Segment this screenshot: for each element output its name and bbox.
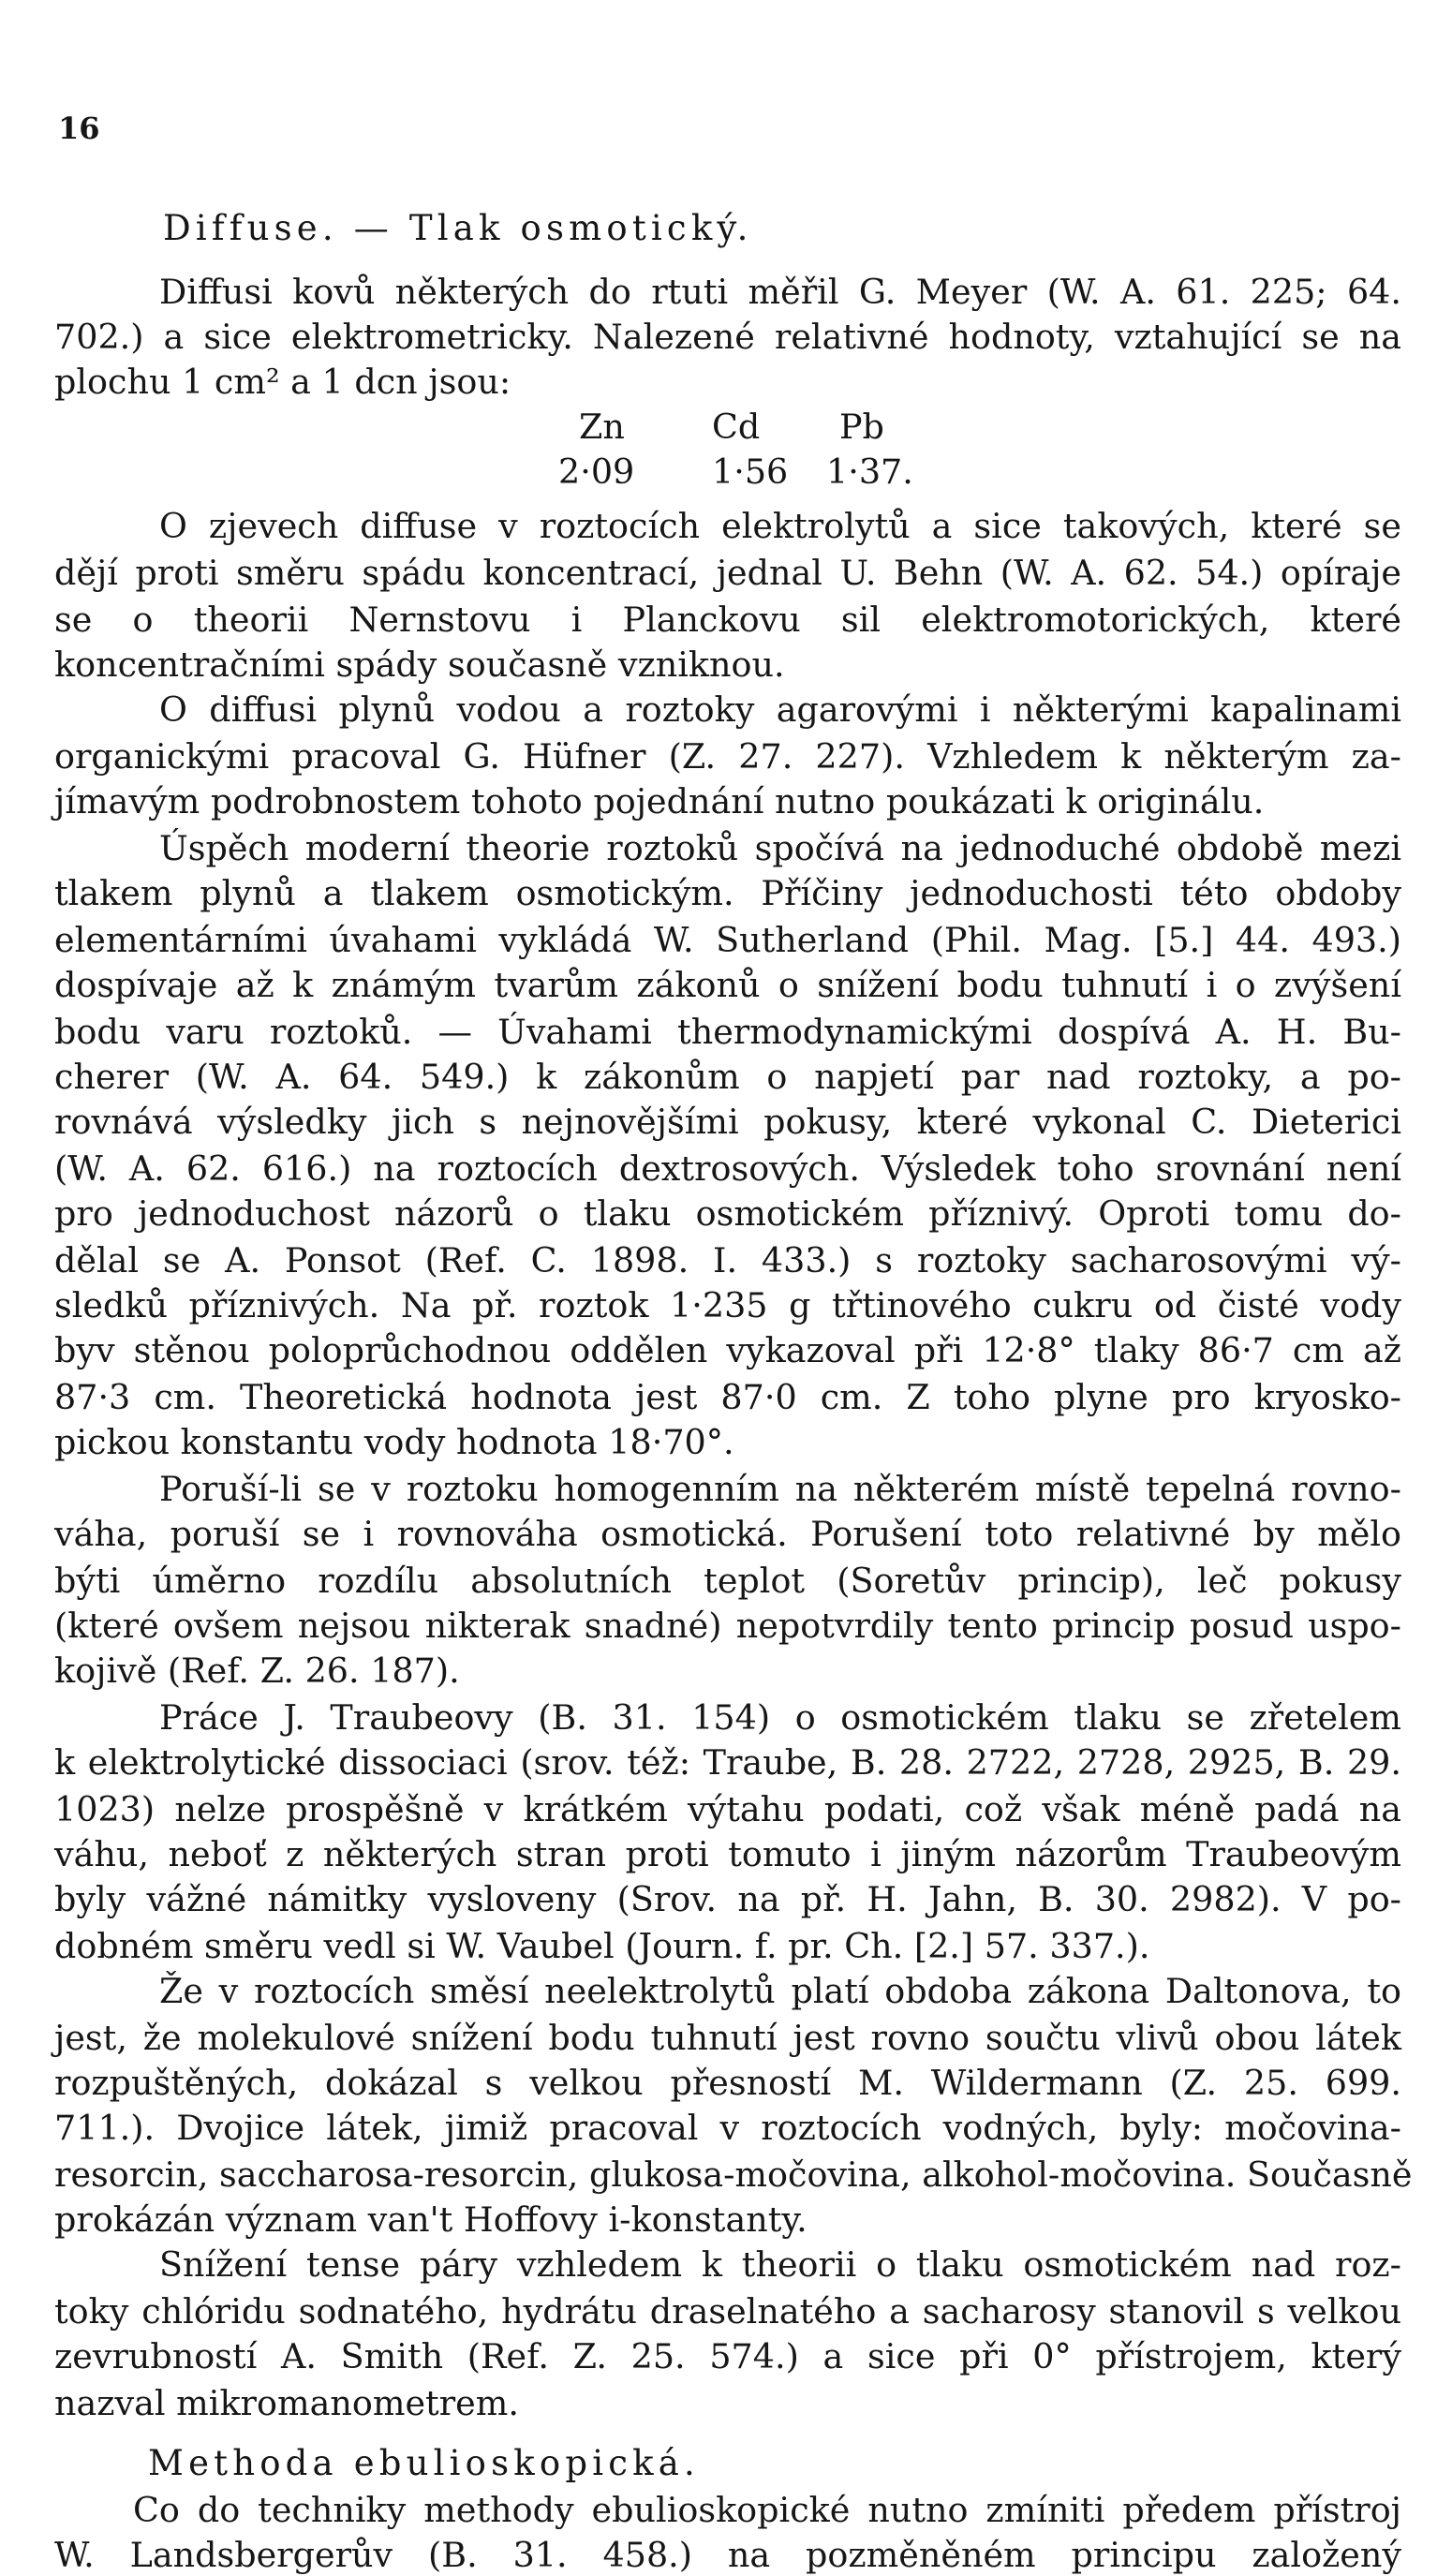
- text-line: O zjevech diffuse v roztocích elektrolytů a sice takových, které se: [159, 506, 1401, 546]
- text-line: pickou konstantu vody hodnota 18·70°.: [54, 1422, 734, 1462]
- text-line: cherer (W. A. 64. 549.) k zákonům o napjetí par nad roztoky, a po-: [54, 1057, 1401, 1097]
- text-line: Práce J. Traubeovy (B. 31. 154) o osmotickém tlaku se zřetelem: [159, 1697, 1401, 1738]
- text-line: Poruší-li se v roztoku homogenním na některém místě tepelná rovno-: [159, 1469, 1401, 1509]
- text-line: Že v roztocích směsí neelektrolytů platí obdoba zákona Daltonova, to: [159, 1971, 1401, 2011]
- text-line: byv stěnou poloprůchodnou oddělen vykazoval při 12·8° tlaky 86·7 cm až: [54, 1330, 1401, 1370]
- text-line: (které ovšem nejsou nikterak snadné) nepotvrdily tento princip posud uspo-: [54, 1606, 1401, 1646]
- text-line: se o theorii Nernstovu i Planckovu sil elektromotorických, které: [54, 600, 1401, 640]
- page-number: 16: [58, 111, 100, 146]
- text-line: nazval mikromanometrem.: [54, 2383, 519, 2423]
- text-line: elementárními úvahami vykládá W. Sutherland (Phil. Mag. [5.] 44. 493.): [54, 920, 1401, 960]
- text-line: pro jednoduchost názorů o tlaku osmotickém příznivý. Oproti tomu do-: [54, 1193, 1401, 1234]
- text-line: W. Landsbergerův (B. 31. 458.) na pozměněném principu založený: [54, 2535, 1401, 2575]
- text-line: jímavým podrobnostem tohoto pojednání nutno poukázati k originálu.: [54, 781, 1265, 822]
- table-value-cd: 1·56: [712, 452, 789, 492]
- text-line: bodu varu roztoků. — Úvahami thermodynamickými dospívá A. H. Bu-: [54, 1012, 1401, 1052]
- text-line: rozpuštěných, dokázal s velkou přesností M. Wildermann (Z. 25. 699.: [54, 2063, 1401, 2103]
- text-line: sledků příznivých. Na př. roztok 1·235 g třtinového cukru od čisté vody: [54, 1285, 1401, 1325]
- text-line: zevrubností A. Smith (Ref. Z. 25. 574.) a sice při 0° přístrojem, který: [54, 2336, 1401, 2376]
- text-line: dobném směru vedl si W. Vaubel (Journ. f. pr. Ch. [2.] 57. 337.).: [54, 1926, 1150, 1966]
- text-line: kojivě (Ref. Z. 26. 187).: [54, 1651, 460, 1691]
- table-header-pb: Pb: [839, 407, 884, 447]
- text-line: Snížení tense páry vzhledem k theorii o tlaku osmotickém nad roz-: [159, 2244, 1401, 2285]
- table-value-zn: 2·09: [558, 452, 635, 492]
- text-line: k elektrolytické dissociaci (srov. též: Traube, B. 28. 2722, 2728, 2925, B. 29.: [54, 1742, 1401, 1783]
- text-line: váhu, neboť z některých stran proti tomuto i jiným názorům Traubeovým: [54, 1834, 1401, 1874]
- text-line: Úspěch moderní theorie roztoků spočívá na jednoduché obdobě mezi: [159, 828, 1401, 868]
- section-heading-diffuse: Diffuse. — Tlak osmotický.: [163, 208, 753, 248]
- table-header-zn: Zn: [579, 407, 625, 447]
- table-value-pb: 1·37.: [826, 452, 913, 492]
- text-line: býti úměrno rozdílu absolutních teplot (Soretův princip), leč pokusy: [54, 1561, 1401, 1601]
- text-line: váha, poruší se i rovnováha osmotická. Porušení toto relativné by mělo: [54, 1514, 1401, 1554]
- text-line: prokázán význam van't Hoffovy i-konstanty.: [54, 2199, 807, 2240]
- text-line: plochu 1 cm² a 1 dcn jsou:: [54, 362, 511, 402]
- text-line: Diffusi kovů některých do rtuti měřil G. Meyer (W. A. 61. 225; 64.: [159, 272, 1401, 312]
- section-heading-ebulioskopicka: Methoda ebulioskopická.: [148, 2443, 700, 2483]
- text-line: dělal se A. Ponsot (Ref. C. 1898. I. 433.) s roztoky sacharosovými vý-: [54, 1240, 1401, 1281]
- text-line: organickými pracoval G. Hüfner (Z. 27. 227). Vzhledem k některým za-: [54, 736, 1401, 777]
- text-line: byly vážné námitky vysloveny (Srov. na př. H. Jahn, B. 30. 2982). V po-: [54, 1879, 1401, 1919]
- text-line: resorcin, saccharosa-resorcin, glukosa-močovina, alkohol-močovina. Současně: [54, 2154, 1413, 2195]
- text-line: (W. A. 62. 616.) na roztocích dextrosových. Výsledek toho srovnání není: [54, 1148, 1401, 1189]
- text-line: O diffusi plynů vodou a roztoky agarovými i některými kapalinami: [159, 689, 1401, 730]
- text-line: jest, že molekulové snížení bodu tuhnutí jest rovno součtu vlivů obou látek: [54, 2018, 1401, 2058]
- text-line: rovnává výsledky jich s nejnovějšími pokusy, které vykonal C. Dieterici: [54, 1102, 1401, 1142]
- text-line: 87·3 cm. Theoretická hodnota jest 87·0 cm. Z toho plyne pro kryosko-: [54, 1377, 1401, 1417]
- text-line: koncentračními spády současně vzniknou.: [54, 644, 785, 685]
- text-line: Co do techniky methody ebulioskopické nutno zmíniti předem přístroj: [133, 2490, 1401, 2530]
- text-line: 1023) nelze prospěšně v krátkém výtahu podati, což však méně padá na: [54, 1789, 1401, 1829]
- table-header-cd: Cd: [712, 407, 761, 447]
- text-line: dospívaje až k známým tvarům zákonů o snížení bodu tuhnutí i o zvýšení: [54, 965, 1401, 1005]
- text-line: 702.) a sice elektrometricky. Nalezené relativné hodnoty, vztahující se na: [54, 317, 1401, 357]
- text-line: toky chlóridu sodnatého, hydrátu draselnatého a sacharosy stanovil s velkou: [54, 2291, 1401, 2332]
- text-line: 711.). Dvojice látek, jimiž pracoval v roztocích vodných, byly: močovina-: [54, 2108, 1401, 2148]
- text-line: dějí proti směru spádu koncentrací, jednal U. Behn (W. A. 62. 54.) opíraje: [54, 553, 1401, 593]
- text-line: tlakem plynů a tlakem osmotickým. Příčiny jednoduchosti této obdoby: [54, 873, 1401, 913]
